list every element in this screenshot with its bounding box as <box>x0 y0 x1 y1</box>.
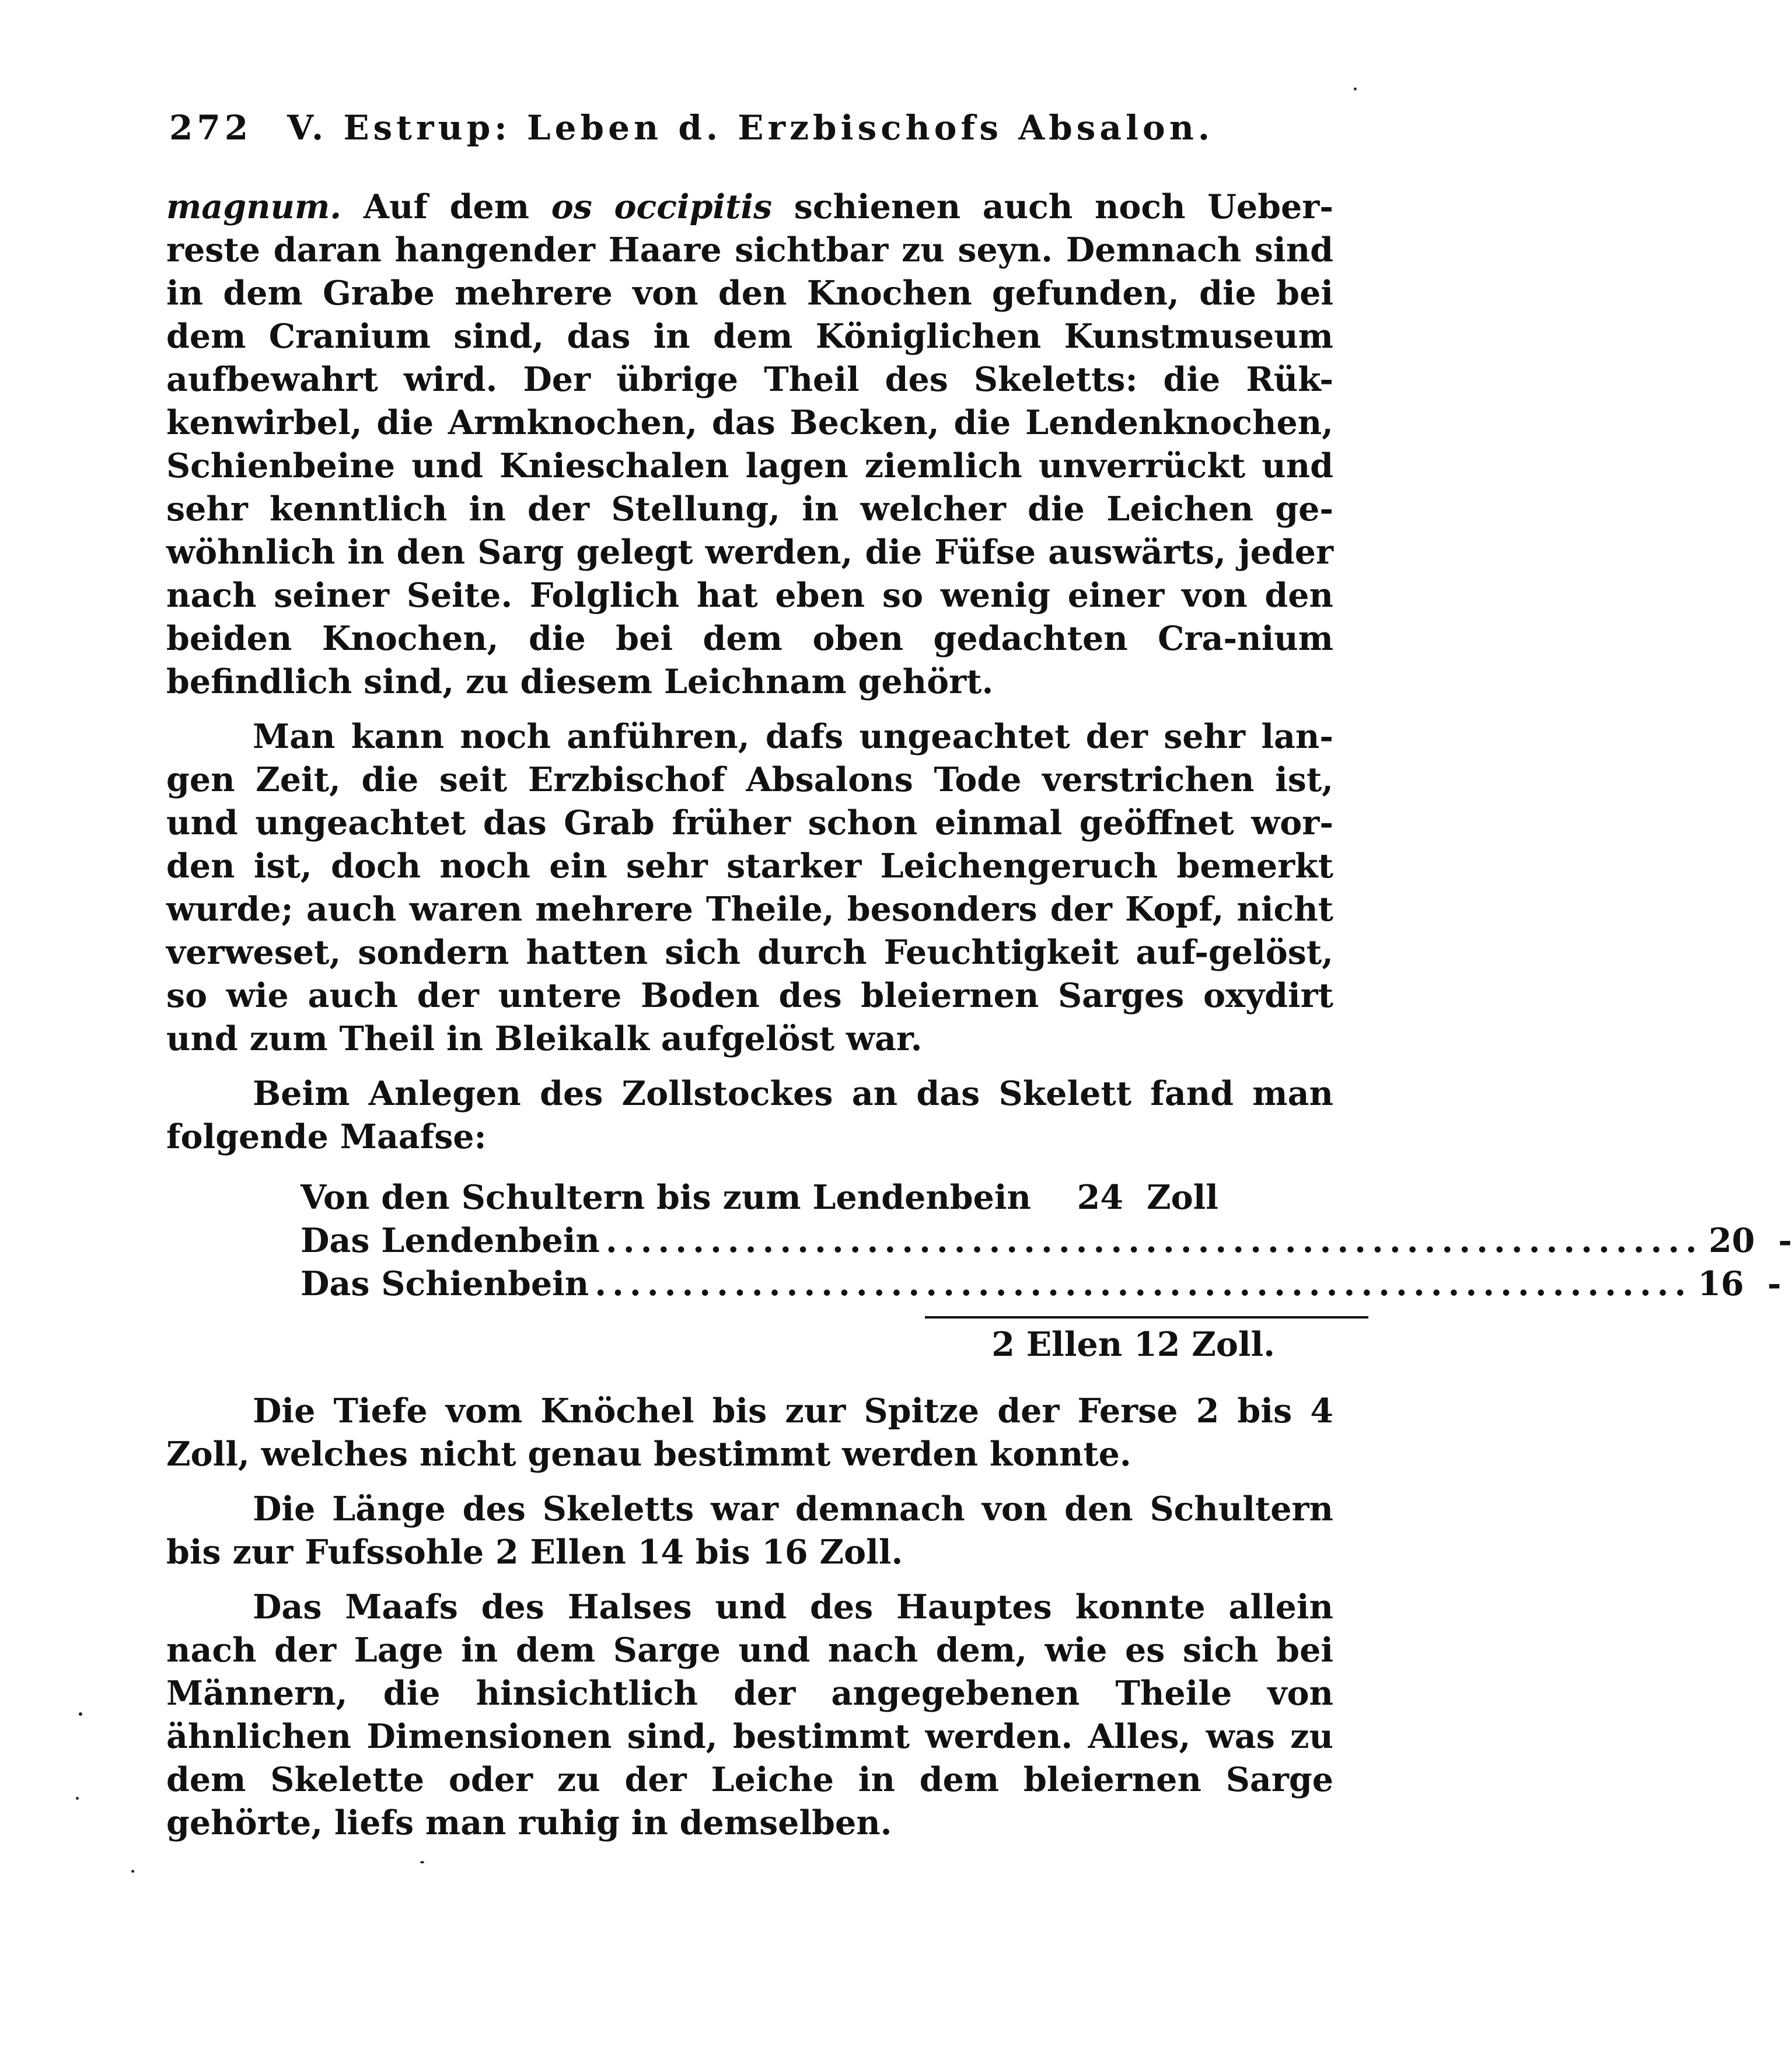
paper-speck <box>76 1797 79 1800</box>
measurement-unit: - <box>1767 1264 1781 1303</box>
measurement-label: Das Lendenbein <box>301 1221 600 1260</box>
paragraph-1-text: schienen auch noch Ueber-reste daran hangender Haare sichtbar zu seyn. Demnach sind in dem Grabe mehrere von den Knochen gefunden, die bei dem Cranium sind, das in dem Königlichen Kunstmuseum aufbewahrt wird. Der übrige Theil des Skeletts: die Rük-kenwirbel, die Armknochen, das Becken, die Lendenknochen, Schienbeine und Knieschalen lagen ziemlich unverrückt und sehr kenntlich in der Stellung, in welcher die Leichen ge-wöhnlich in den Sarg gelegt werden, die Füfse auswärts, jeder nach seiner Seite. Folglich hat eben so wenig einer von den beiden Knochen, die bei dem oben gedachten Cra-nium befindlich sind, zu diesem Leichnam gehört. <box>166 187 1333 701</box>
dot-leader: ............................................................... <box>595 1264 1692 1303</box>
paper-speck <box>131 1870 134 1873</box>
measurement-label: Das Schienbein <box>301 1264 589 1303</box>
measurement-label: Von den Schultern bis zum Lendenbein <box>301 1178 1031 1217</box>
paragraph-6: Das Maafs des Halses und des Hauptes konnte allein nach der Lage in dem Sarge und nach dem, wie es sich bei Männern, die hinsichtlich der angegebenen Theile von ähnlichen Dimensionen sind, bestimmt werden. Alles, was zu dem Skelette oder zu der Leiche in dem bleiernen Sarge gehörte, liefs man ruhig in demselben. <box>166 1587 1333 1842</box>
paragraph-1-mid: Auf dem <box>341 187 551 226</box>
paragraph-3: Beim Anlegen des Zollstockes an das Skelett fand man folgende Maafse: <box>166 1074 1333 1156</box>
measurement-value: 16 <box>1697 1264 1744 1303</box>
paragraph-4: Die Tiefe vom Knöchel bis zur Spitze der Ferse 2 bis 4 Zoll, welches nicht genau bestimmt werden konnte. <box>166 1391 1333 1474</box>
measurement-value: 24 <box>1077 1178 1123 1217</box>
paragraph-5: Die Länge des Skeletts war demnach von den Schultern bis zur Fufssohle 2 Ellen 14 bis 16 Zoll. <box>166 1489 1333 1572</box>
measurement-row <box>301 1262 1781 1306</box>
measurement-total: 2 Ellen 12 Zoll. <box>991 1325 1275 1364</box>
dot-leader: ............................................................... <box>605 1221 1703 1260</box>
body-text <box>166 186 1792 1856</box>
page-number: 272 <box>169 108 253 148</box>
sum-rule <box>925 1316 1368 1318</box>
paragraph-2: Man kann noch anführen, dafs ungeachtet der sehr lan-gen Zeit, die seit Erzbischof Absalons Tode verstrichen ist, und ungeachtet das Grab früher schon einmal geöffnet wor-den ist, doch noch ein sehr starker Leichengeruch bemerkt wurde; auch waren mehrere Theile, besonders der Kopf, nicht verweset, sondern hatten sich durch Feuchtigkeit auf-gelöst, so wie auch der untere Boden des bleiernen Sarges oxydirt und zum Theil in Bleikalk aufgelöst war. <box>166 717 1333 1058</box>
running-header <box>169 108 1330 148</box>
running-title: V. Estrup: Leben d. Erzbischofs Absalon. <box>287 108 1214 148</box>
measurement-table <box>301 1176 1792 1306</box>
italic-lead: magnum. <box>166 187 342 226</box>
measurement-row <box>301 1176 1263 1219</box>
paragraph-1 <box>166 186 1333 704</box>
paper-speck <box>420 1861 424 1863</box>
italic-phrase: os occipitis <box>551 187 773 226</box>
measurement-row <box>301 1219 1792 1262</box>
paper-speck <box>1354 88 1357 90</box>
measurement-unit: Zoll <box>1147 1178 1218 1217</box>
measurement-value: 20 <box>1709 1221 1755 1260</box>
paper-speck <box>79 1712 82 1716</box>
measurement-unit: - <box>1778 1221 1792 1260</box>
